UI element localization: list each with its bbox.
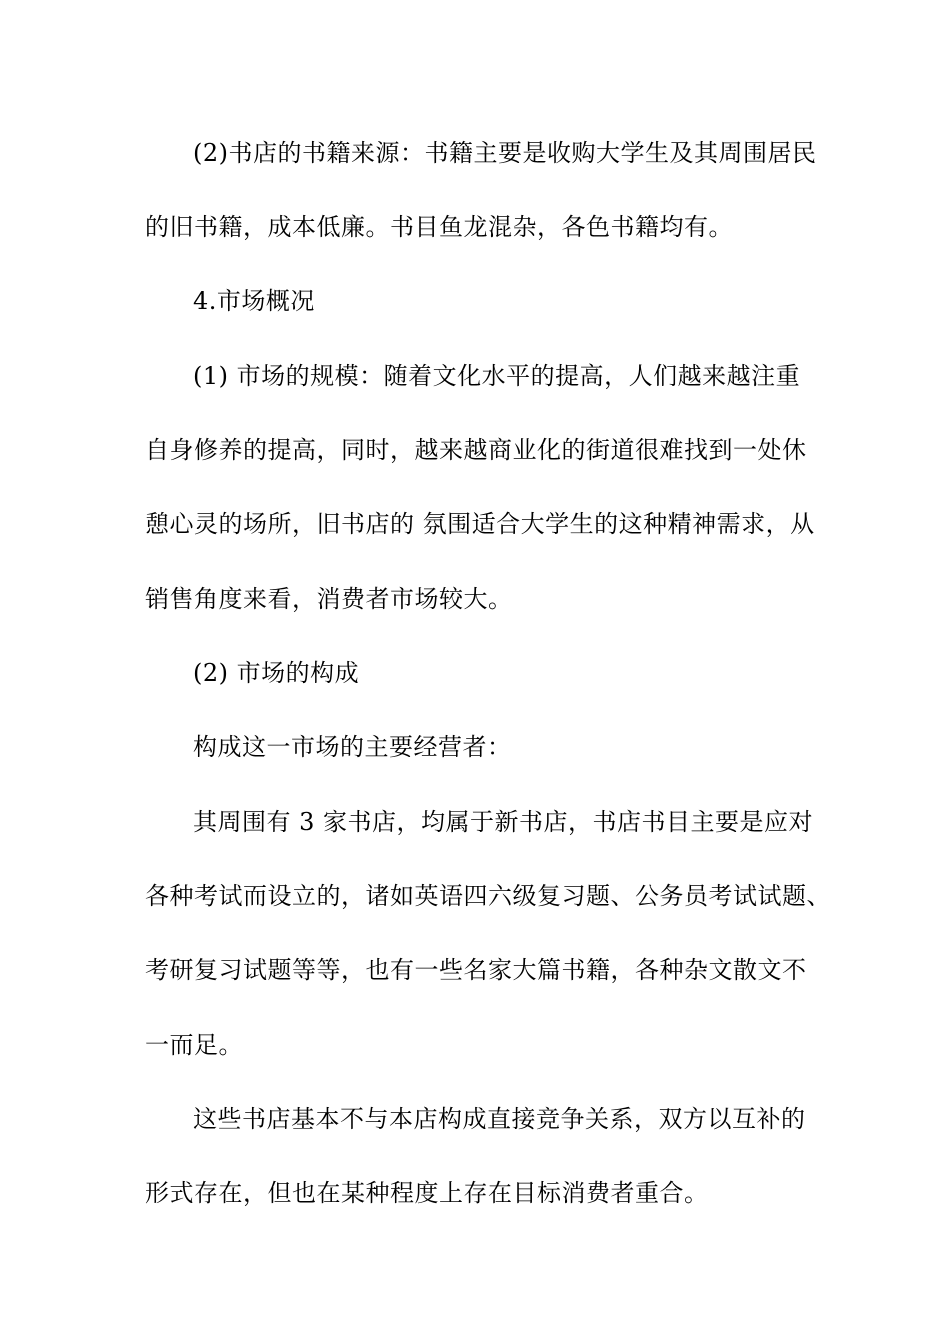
paragraph-line: (1) 市场的规模：随着文化水平的提高，人们越来越注重 (193, 362, 801, 390)
subsection-heading: (2) 市场的构成 (193, 659, 360, 687)
paragraph-line: 形式存在，但也在某种程度上存在目标消费者重合。 (145, 1179, 709, 1207)
paragraph-line: 各种考试而设立的，诸如英语四六级复习题、公务员考试试题、 (145, 882, 831, 910)
paragraph-line: 憩心灵的场所，旧书店的 氛围适合大学生的这种精神需求，从 (145, 510, 815, 538)
paragraph-line: 这些书店基本不与本店构成直接竞争关系，双方以互补的 (193, 1105, 806, 1133)
paragraph-line: 的旧书籍，成本低廉。书目鱼龙混杂，各色书籍均有。 (145, 213, 733, 241)
paragraph-line: (2)书店的书籍来源：书籍主要是收购大学生及其周围居民 (193, 139, 817, 167)
paragraph-line: 销售角度来看，消费者市场较大。 (145, 585, 513, 613)
paragraph-line: 考研复习试题等等，也有一些名家大篇书籍，各种杂文散文不 (145, 956, 807, 984)
paragraph-line: 其周围有 3 家书店，均属于新书店，书店书目主要是应对 (193, 808, 814, 836)
paragraph-line: 自身修养的提高，同时，越来越商业化的街道很难找到一处休 (145, 436, 807, 464)
section-heading: 4.市场概况 (193, 287, 315, 315)
paragraph-line: 一而足。 (145, 1031, 243, 1059)
paragraph-line: 构成这一市场的主要经营者： (193, 733, 512, 761)
